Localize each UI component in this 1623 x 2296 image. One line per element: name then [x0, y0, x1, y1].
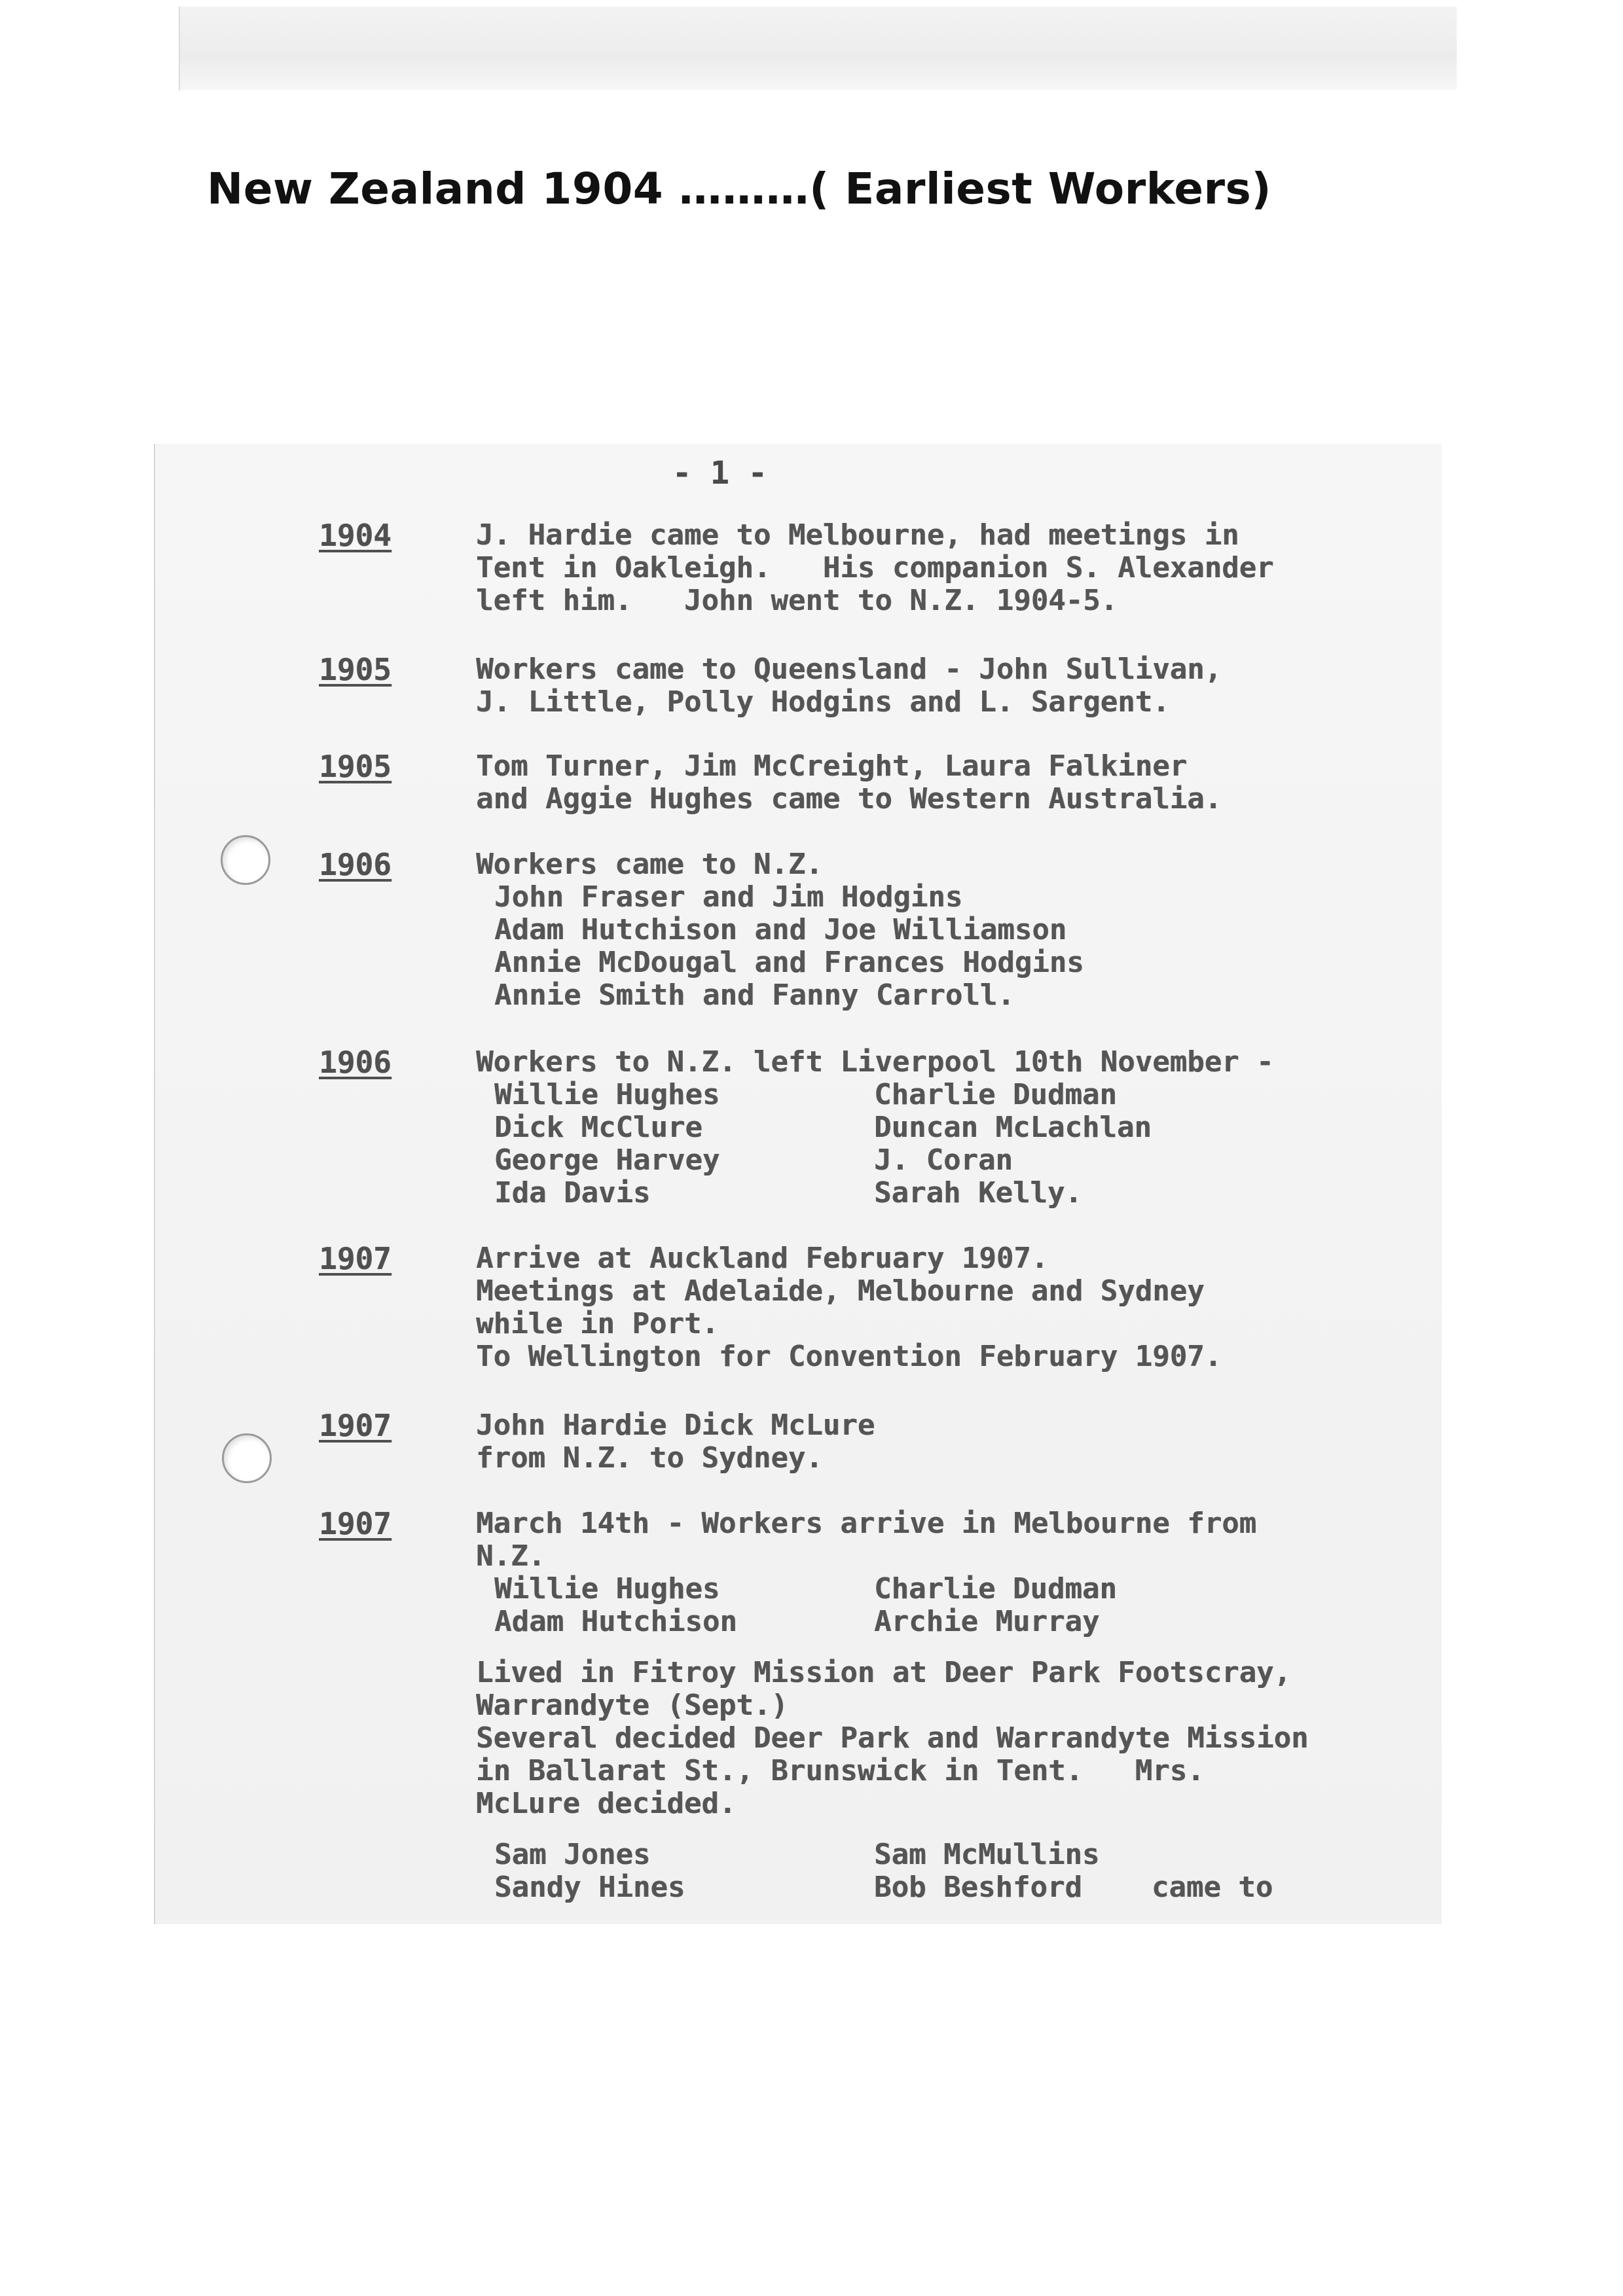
text-line: Workers to N.Z. left Liverpool 10th November -	[476, 1045, 1274, 1079]
text-line: in Ballarat St., Brunswick in Tent. Mrs.	[476, 1754, 1205, 1787]
text-line: while in Port.	[476, 1307, 719, 1340]
text-line: Annie McDougal and Frances Hodgins	[494, 946, 1084, 979]
name-entry: Charlie Dudman	[874, 1078, 1117, 1111]
page-number: - 1 -	[672, 455, 767, 492]
entry-year: 1907	[319, 1408, 392, 1443]
entry-text	[476, 1242, 1425, 1373]
entry-year: 1906	[319, 847, 392, 882]
entry-year: 1907	[319, 1241, 392, 1276]
text-line: Adam Hutchison and Joe Williamson	[494, 913, 1067, 946]
text-line: and Aggie Hughes came to Western Australia.	[476, 782, 1222, 816]
text-line: J. Little, Polly Hodgins and L. Sargent.	[476, 685, 1170, 719]
entry-text	[476, 1046, 1425, 1210]
text-line: Annie Smith and Fanny Carroll.	[494, 978, 1015, 1012]
name-columns	[476, 1573, 1425, 1638]
entry-text	[476, 519, 1425, 617]
typed-document-scan	[154, 444, 1442, 1924]
text-line: March 14th - Workers arrive in Melbourne from	[476, 1507, 1257, 1540]
entry-text	[476, 1409, 1425, 1475]
entry-text	[476, 1507, 1425, 1904]
name-entry: J. Coran	[874, 1143, 1013, 1177]
text-line: Arrive at Auckland February 1907.	[476, 1242, 1049, 1275]
name-entry: Sam McMullins	[874, 1838, 1100, 1871]
entry-text	[476, 653, 1425, 719]
name-columns	[476, 1079, 1425, 1210]
name-entry: Archie Murray	[874, 1605, 1100, 1638]
text-line: Several decided Deer Park and Warrandyte Mission	[476, 1721, 1309, 1755]
name-entry: Dick McClure	[494, 1111, 702, 1144]
text-line: Lived in Fitroy Mission at Deer Park Footscray,	[476, 1656, 1292, 1689]
name-entry: Adam Hutchison	[494, 1605, 737, 1638]
entry-year: 1907	[319, 1506, 392, 1541]
entry-year: 1906	[319, 1045, 392, 1080]
name-entry: Charlie Dudman	[874, 1572, 1117, 1605]
page-title: New Zealand 1904 ………( Earliest Workers)	[207, 164, 1271, 214]
text-line: Workers came to N.Z.	[476, 848, 823, 881]
entry-text	[476, 848, 1425, 1012]
text-line: Workers came to Queensland - John Sullivan,	[476, 653, 1222, 686]
name-entry: Bob Beshford came to	[874, 1871, 1273, 1904]
text-line: McLure decided.	[476, 1787, 737, 1820]
entry-text	[476, 750, 1425, 816]
name-entry: George Harvey	[494, 1143, 720, 1177]
text-line: Meetings at Adelaide, Melbourne and Sydney	[476, 1274, 1205, 1308]
text-line: Tent in Oakleigh. His companion S. Alexander	[476, 551, 1274, 584]
text-line: from N.Z. to Sydney.	[476, 1441, 823, 1475]
entry-year: 1905	[319, 652, 392, 687]
entry-year: 1904	[319, 518, 392, 553]
name-columns	[476, 1839, 1425, 1904]
name-entry: Willie Hughes	[494, 1572, 720, 1605]
text-line: J. Hardie came to Melbourne, had meetings in	[476, 518, 1239, 552]
text-line: left him. John went to N.Z. 1904-5.	[476, 584, 1118, 617]
text-line: John Fraser and Jim Hodgins	[494, 880, 963, 914]
name-entry: Duncan McLachlan	[874, 1111, 1152, 1144]
name-entry: Willie Hughes	[494, 1078, 720, 1111]
text-line: Warrandyte (Sept.)	[476, 1689, 788, 1722]
scan-top-strip	[179, 7, 1457, 90]
entry-year: 1905	[319, 749, 392, 784]
name-entry: Sarah Kelly.	[874, 1176, 1082, 1210]
text-line: John Hardie Dick McLure	[476, 1408, 875, 1442]
name-entry: Sam Jones	[494, 1838, 651, 1871]
name-entry: Sandy Hines	[494, 1871, 685, 1904]
text-line: Tom Turner, Jim McCreight, Laura Falkiner	[476, 749, 1188, 783]
text-line: To Wellington for Convention February 1907.	[476, 1340, 1222, 1373]
text-line: N.Z.	[476, 1539, 545, 1573]
typed-text-area	[155, 444, 1442, 1924]
name-entry: Ida Davis	[494, 1176, 651, 1210]
